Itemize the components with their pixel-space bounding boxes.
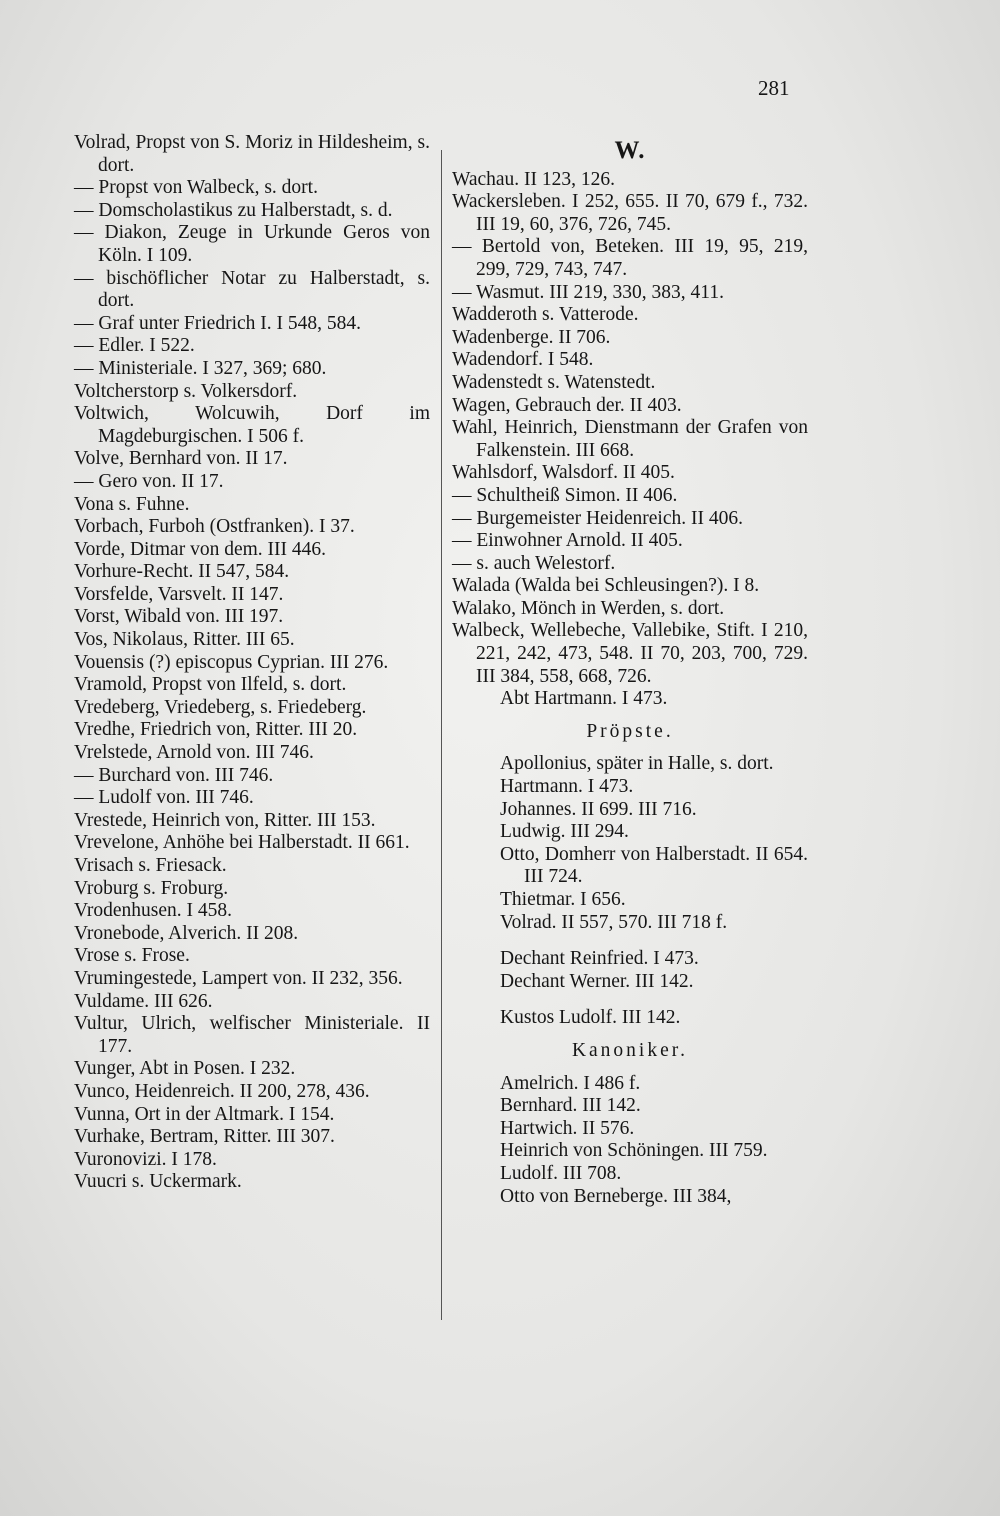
- index-entry: Vrestede, Heinrich von, Ritter. III 153.: [74, 809, 376, 831]
- index-entry: — Burchard von. III 746.: [74, 764, 274, 786]
- provost-entry: Johannes. II 699. III 716.: [500, 798, 697, 820]
- provosts-list: [452, 753, 808, 934]
- index-entry: Vramold, Propst von Ilfeld, s. dort.: [74, 674, 347, 696]
- index-entry: — Einwohner Arnold. II 405.: [452, 530, 683, 552]
- index-entry: — Bertold von, Beteken. III 19, 95, 219, 299, 729, 743, 747.: [452, 236, 808, 280]
- spacer: [452, 934, 808, 948]
- index-entry: — Schultheiß Simon. II 406.: [452, 484, 678, 506]
- index-entry: Vredhe, Friedrich von, Ritter. III 20.: [74, 719, 358, 741]
- index-entry: Vorhure-Recht. II 547, 584.: [74, 561, 290, 583]
- canon-entry: Otto von Berneberge. III 384,: [500, 1185, 732, 1207]
- index-entry: Wackersleben. I 252, 655. II 70, 679 f., 732. III 19, 60, 376, 726, 745.: [452, 191, 808, 235]
- page-number: 281: [758, 76, 790, 100]
- index-entry: — Edler. I 522.: [74, 335, 195, 357]
- index-entry: Vunna, Ort in der Altmark. I 154.: [74, 1103, 335, 1125]
- canon-entry: Ludolf. III 708.: [500, 1162, 622, 1184]
- canon-entry: Amelrich. I 486 f.: [500, 1072, 641, 1094]
- index-entry: Volrad, Propst von S. Moriz in Hildesheim, s. dort.: [74, 132, 430, 176]
- index-entry: Vona s. Fuhne.: [74, 493, 190, 515]
- index-entry: — Propst von Walbeck, s. dort.: [74, 177, 318, 199]
- provost-entry: Ludwig. III 294.: [500, 821, 629, 843]
- index-entry: — Graf unter Friedrich I. I 548, 584.: [74, 312, 362, 334]
- index-entry: — Gero von. II 17.: [74, 470, 224, 492]
- index-entry: — Wasmut. III 219, 330, 383, 411.: [452, 281, 724, 303]
- index-entry: Vredeberg, Vriedeberg, s. Friedeberg.: [74, 696, 367, 718]
- index-entry: — s. auch Welestorf.: [452, 552, 616, 574]
- provosts-heading: Pröpste.: [586, 720, 674, 742]
- index-entry: Wahlsdorf, Walsdorf. II 405.: [452, 462, 675, 484]
- index-entry: Vuronovizi. I 178.: [74, 1148, 217, 1170]
- index-entry: Walako, Mönch in Werden, s. dort.: [452, 597, 725, 619]
- spacer: [452, 993, 808, 1007]
- provost-entry: Otto, Domherr von Halberstadt. II 654. III 724.: [500, 843, 808, 888]
- provost-entry: Apollonius, später in Halle, s. dort.: [500, 753, 774, 775]
- index-entry: Vrisach s. Friesack.: [74, 855, 227, 876]
- index-entry: Vuucri s. Uckermark.: [74, 1171, 242, 1193]
- canon-entry: Heinrich von Schöningen. III 759.: [500, 1140, 768, 1162]
- index-entry: Vrodenhusen. I 458.: [74, 900, 233, 922]
- index-entry: Walbeck, Wellebeche, Vallebike, Stift. I 210, 221, 242, 473, 548. II 70, 203, 700, 729. III 384, 558, 668, 726.: [452, 620, 808, 687]
- index-entry: — Ludolf von. III 746.: [74, 787, 254, 809]
- abbot-entry: Abt Hartmann. I 473.: [500, 688, 668, 710]
- left-column: [74, 132, 430, 1194]
- index-entry: Vurhake, Bertram, Ritter. III 307.: [74, 1126, 335, 1148]
- canons-heading: Kanoniker.: [571, 1039, 689, 1061]
- custos-entry: Kustos Ludolf. III 142.: [500, 1007, 681, 1029]
- index-entry: — bischöflicher Notar zu Halberstadt, s. dort.: [74, 267, 430, 312]
- index-entry: Wadderoth s. Vatterode.: [452, 304, 639, 326]
- index-entry: Voltcherstorp s. Volkersdorf.: [74, 380, 298, 402]
- index-entry: Wahl, Heinrich, Dienstmann der Grafen von Falkenstein. III 668.: [452, 417, 808, 461]
- entries-group-a: [452, 169, 808, 689]
- index-entry: — Burgemeister Heidenreich. II 406.: [452, 507, 743, 529]
- dean-entry: Dechant Werner. III 142.: [500, 970, 694, 992]
- index-entry: Wadendorf. I 548.: [452, 349, 594, 371]
- dean-entry: Dechant Reinfried. I 473.: [500, 948, 699, 970]
- index-entry: Vrose s. Frose.: [74, 945, 190, 967]
- index-entry: Voltwich, Wolcuwih, Dorf im Magdeburgischen. I 506 f.: [74, 403, 430, 447]
- provost-entry: Thietmar. I 656.: [500, 889, 626, 910]
- section-heading: W.: [614, 137, 646, 164]
- index-entry: — Ministeriale. I 327, 369; 680.: [74, 357, 327, 379]
- index-entry: Vrelstede, Arnold von. III 746.: [74, 742, 314, 764]
- index-entry: Vrumingestede, Lampert von. II 232, 356.: [74, 967, 403, 989]
- index-entry: Wadenberge. II 706.: [452, 326, 611, 348]
- index-entry: Vorbach, Furboh (Ostfranken). I 37.: [74, 516, 355, 538]
- canons-list: [452, 1073, 808, 1209]
- index-entry: Vrevelone, Anhöhe bei Halberstadt. II 661.: [74, 832, 410, 854]
- provost-entry: Volrad. II 557, 570. III 718 f.: [500, 911, 728, 933]
- index-entry: Vorsfelde, Varsvelt. II 147.: [74, 583, 284, 605]
- canon-entry: Hartwich. II 576.: [500, 1117, 635, 1139]
- index-entry: Vronebode, Alverich. II 208.: [74, 922, 299, 944]
- index-entry: Vuldame. III 626.: [74, 990, 213, 1012]
- index-entry: Walada (Walda bei Schleusingen?). I 8.: [452, 575, 760, 597]
- provost-entry: Hartmann. I 473.: [500, 776, 634, 798]
- index-entry: Vorst, Wibald von. III 197.: [74, 606, 284, 628]
- index-entry: — Domscholastikus zu Halberstadt, s. d.: [74, 199, 393, 221]
- index-entry: Wadenstedt s. Watenstedt.: [452, 371, 656, 393]
- index-entry: Vunger, Abt in Posen. I 232.: [74, 1058, 296, 1080]
- index-entry: Vroburg s. Froburg.: [74, 877, 229, 899]
- index-entry: Volve, Bernhard von. II 17.: [74, 448, 288, 470]
- index-entry: Vorde, Ditmar von dem. III 446.: [74, 538, 327, 560]
- right-column: [452, 132, 808, 1208]
- index-entry: Vultur, Ulrich, welfischer Ministeriale. II 177.: [74, 1013, 430, 1057]
- canon-entry: Bernhard. III 142.: [500, 1095, 641, 1117]
- column-divider: [441, 150, 442, 1320]
- index-entry: Vouensis (?) episcopus Cyprian. III 276.: [74, 651, 389, 673]
- index-entry: Wagen, Gebrauch der. II 403.: [452, 394, 682, 416]
- index-entry: Vos, Nikolaus, Ritter. III 65.: [74, 629, 295, 651]
- deans-list: [452, 948, 808, 993]
- index-entry: Wachau. II 123, 126.: [452, 168, 616, 190]
- index-entry: Vunco, Heidenreich. II 200, 278, 436.: [74, 1080, 370, 1102]
- index-entry: — Diakon, Zeuge in Urkunde Geros von Köln. I 109.: [74, 222, 430, 266]
